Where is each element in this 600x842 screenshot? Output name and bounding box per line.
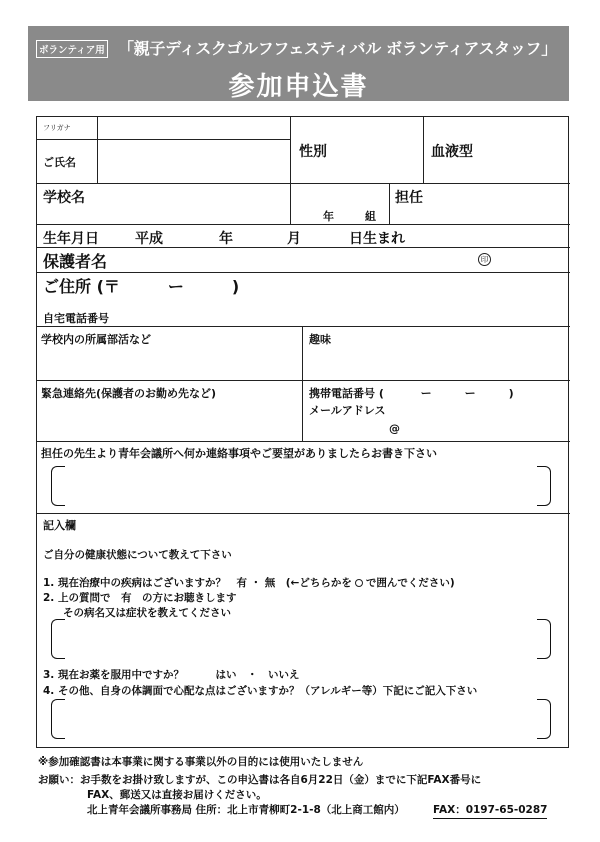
row-divider xyxy=(37,247,570,248)
teacher-input[interactable] xyxy=(427,187,567,221)
volunteer-badge: ボランティア用 xyxy=(36,40,108,58)
emergency-contact-label: 緊急連絡先(保護者のお勤め先など) xyxy=(41,387,217,400)
row-divider xyxy=(37,224,570,225)
teacher-divider xyxy=(389,183,390,224)
year-label: 年 xyxy=(219,231,233,247)
school-label: 学校名 xyxy=(43,190,85,206)
guardian-label: 保護者名 xyxy=(43,252,108,271)
teacher-message-label: 担任の先生より青年会議所へ何か連絡事項やご要望がありましたらお書き下さい xyxy=(41,447,437,460)
bracket-left xyxy=(51,699,65,739)
guardian-input[interactable] xyxy=(127,250,467,270)
teacher-message-input[interactable] xyxy=(67,467,535,505)
address-input[interactable] xyxy=(267,275,567,305)
address-label: ご住所 (〒 ー ) xyxy=(43,277,240,296)
request-line-2: FAX、郵送又は直接お届けください。 xyxy=(87,789,267,801)
name-label: ご氏名 xyxy=(43,156,76,169)
question-3: 3. 現在お薬を服用中ですか？ はい ・ いいえ xyxy=(43,669,300,681)
question-1: 1. 現在治療中の疾病はございますか？ 有 ・ 無 (←どちらかを で囲んでください) xyxy=(43,577,455,589)
bracket-right xyxy=(537,699,551,739)
request-line-1: お願い：お手数をお掛け致しますが、この申込書は各自6月22日（金）までに下記FAX番号に xyxy=(38,774,482,786)
name-gender-divider xyxy=(290,117,291,183)
class-label: 組 xyxy=(365,210,376,223)
email-input[interactable] xyxy=(309,417,567,437)
bracket-left xyxy=(51,619,65,659)
question-4: 4. その他、自身の体調面で心配な点はございますか？（アレルギー等）下記にご記入下さい xyxy=(43,685,478,697)
health-intro: ご自分の健康状態について教えて下さい xyxy=(43,549,232,561)
homeroom-teacher-label: 担任 xyxy=(395,190,423,206)
illness-input[interactable] xyxy=(67,620,535,658)
gender-label: 性別 xyxy=(299,144,327,160)
question-2-sub: その病名又は症状を教えてください xyxy=(63,607,231,619)
email-label: メールアドレス xyxy=(309,404,386,417)
row-divider xyxy=(37,272,570,273)
circle-icon xyxy=(355,579,363,587)
school-divider xyxy=(290,183,291,224)
privacy-note: ※参加確認書は本事業に関する事業以外の目的には使用いたしません xyxy=(38,756,364,768)
entry-heading: 記入欄 xyxy=(43,519,76,532)
fax-number: FAX：0197-65-0287 xyxy=(433,802,547,819)
emergency-contact-input[interactable] xyxy=(41,401,299,437)
bracket-left xyxy=(51,466,65,506)
row-divider xyxy=(37,380,570,381)
club-label: 学校内の所属部活など xyxy=(41,333,151,346)
bracket-right xyxy=(537,619,551,659)
club-hobby-divider xyxy=(302,326,303,441)
home-phone-input[interactable] xyxy=(127,308,567,324)
form-header xyxy=(28,26,569,101)
name-label-divider xyxy=(97,117,98,183)
hobby-input[interactable] xyxy=(309,347,567,377)
name-input[interactable] xyxy=(99,142,288,180)
email-at-mark: @ xyxy=(389,422,400,435)
office-address: 北上青年会議所事務局 住所：北上市青柳町2-1-8（北上商工館内） xyxy=(87,804,405,816)
home-phone-label: 自宅電話番号 xyxy=(43,312,109,325)
furigana-divider xyxy=(37,139,290,140)
form-title: 参加申込書 xyxy=(228,72,369,102)
month-label: 月 xyxy=(287,231,301,247)
era-label: 平成 xyxy=(135,231,163,247)
club-input[interactable] xyxy=(41,347,299,377)
row-divider xyxy=(37,183,570,184)
event-title: 「親子ディスクゴルフフェスティバル ボランティアスタッフ」 xyxy=(118,39,557,58)
row-divider xyxy=(37,441,570,442)
blood-type-input[interactable] xyxy=(482,121,566,179)
gender-input[interactable] xyxy=(337,121,421,179)
health-concerns-input[interactable] xyxy=(67,700,535,738)
grade-label: 年 xyxy=(323,210,334,223)
seal-mark: 印 xyxy=(478,253,491,266)
bracket-right xyxy=(537,466,551,506)
hobby-label: 趣味 xyxy=(309,333,331,346)
blood-divider xyxy=(423,117,424,183)
furigana-input[interactable] xyxy=(99,119,288,137)
row-divider xyxy=(37,326,570,327)
mobile-phone-label: 携帯電話番号 ( ー ー ) xyxy=(309,387,514,400)
school-input[interactable] xyxy=(97,187,287,221)
birthdate-label: 生年月日 xyxy=(43,231,99,247)
question-2: 2. 上の質問で 有 の方にお聴きします xyxy=(43,592,237,604)
blood-type-label: 血液型 xyxy=(431,144,473,160)
application-form xyxy=(36,116,569,748)
row-divider xyxy=(37,513,570,514)
day-label: 日生まれ xyxy=(349,231,405,247)
furigana-label: フリガナ xyxy=(43,124,71,132)
